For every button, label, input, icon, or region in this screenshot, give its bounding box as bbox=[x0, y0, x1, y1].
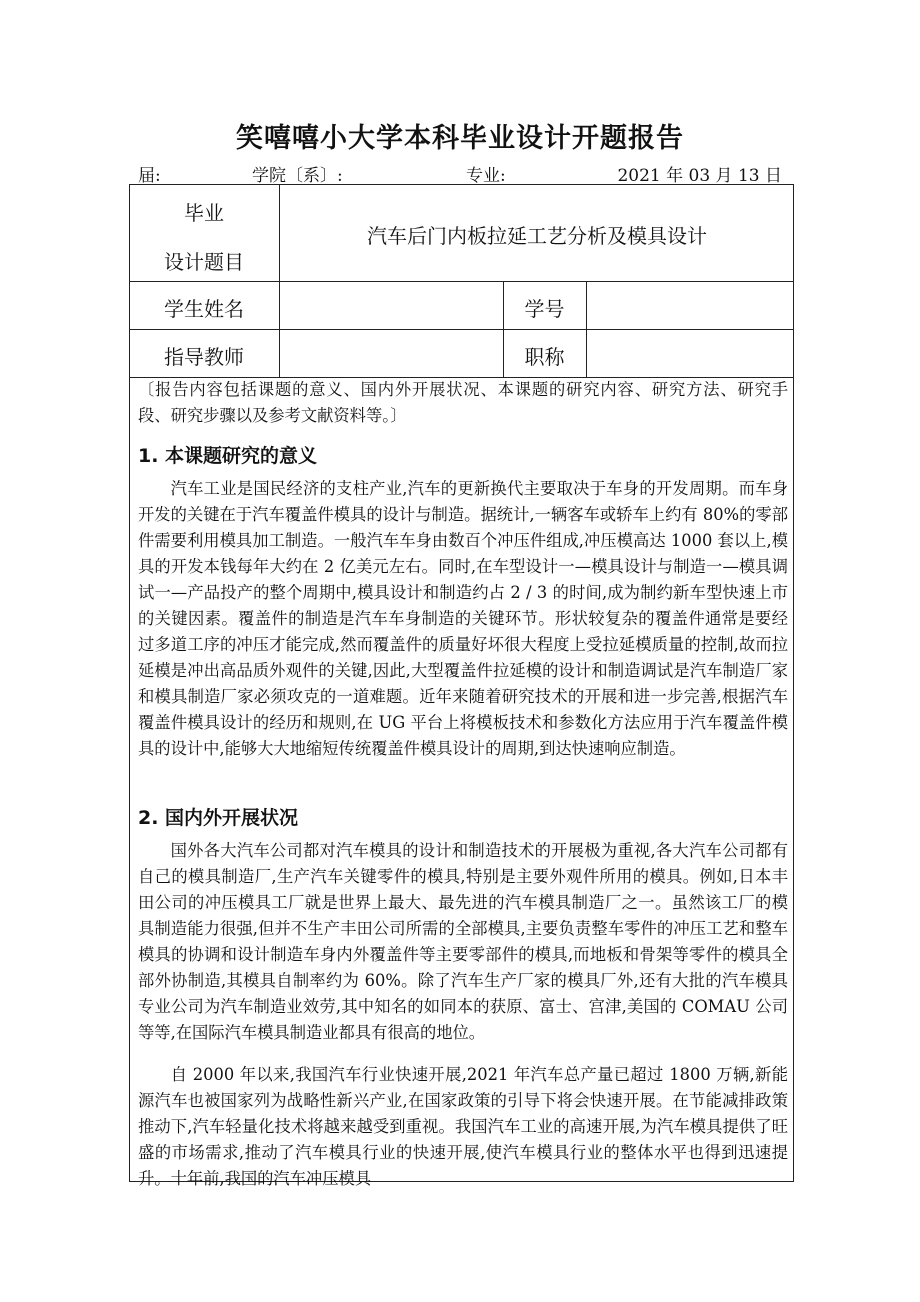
college-label: 学院〔系〕: bbox=[252, 166, 343, 186]
section2-heading: 2. 国内外开展状况 bbox=[138, 807, 299, 829]
student-id-label: 学号 bbox=[524, 297, 565, 321]
session-label: 届: bbox=[138, 166, 161, 186]
table-divider bbox=[129, 281, 794, 282]
section1-heading: 1. 本课题研究的意义 bbox=[138, 445, 318, 467]
section2-paragraph2: 自 2000 年以来,我国汽车行业快速开展,2021 年汽车总产量已超过 1800 万辆,新能源汽车也被国家列为战略性新兴产业,在国家政策的引导下将会快速开展。在节能减排政策推动下,汽车轻量化技术将越来越受到重视。我国汽车工业的高速开展,为汽车模具提供了旺盛的市场需求,推动了汽车模具行业的快速开展,使汽车模具行业的整体水平也得到迅速提升。十年前,我国的汽车冲压模具 bbox=[138, 1065, 788, 1188]
document-title: 笑嘻嘻小大学本科毕业设计开题报告 bbox=[236, 123, 684, 154]
topic-label-line2: 设计题目 bbox=[164, 250, 244, 274]
section1-paragraph: 汽车工业是国民经济的支柱产业,汽车的更新换代主要取决于车身的开发周期。而车身开发的关键在于汽车覆盖件模具的设计与制造。据统计,一辆客车或轿车上约有 80%的零部件需要利用模具加工制造。一般汽车车身由数百个冲压件组成,冲压模高达 1000 套以上,模具的开发本钱每年大约在 2 亿美元左右。同时,在车型设计一—模具设计与制造一—模具调试一—产品投产的整个周期中,模具设计和制造约占 2 / 3 的时间,成为制约新车型快速上市的关键因素。覆盖件的制造是汽车车身制造的关键环节。形状较复杂的覆盖件通常是要经过多道工序的冲压才能完成,然而覆盖件的质量好坏很大程度上受拉延模质量的控制,故而拉延模是冲出高品质外观件的关键,因此,大型覆盖件拉延模的设计和制造调试是汽车制造厂家和模具制造厂家必须攻克的一道难题。近年来随着研究技术的开展和进一步完善,根据汽车覆盖件模具设计的经历和规则,在 UG 平台上将模板技术和参数化方法应用于汽车覆盖件模具的设计中,能够大大地缩短传统覆盖件模具设计的周期,到达快速响应制造。 bbox=[138, 479, 788, 758]
advisor-label: 指导教师 bbox=[164, 345, 244, 369]
table-divider bbox=[129, 329, 794, 330]
report-content-note: 〔报告内容包括课题的意义、国内外开展状况、本课题的研究内容、研究方法、研究手段、研究步骤以及参考文献资料等。〕 bbox=[138, 380, 788, 425]
report-date: 2021 年 03 月 13 日 bbox=[617, 166, 782, 186]
title-label: 职称 bbox=[524, 345, 565, 369]
table-divider bbox=[586, 281, 587, 377]
topic-value: 汽车后门内板拉延工艺分析及模具设计 bbox=[367, 224, 707, 248]
major-label: 专业: bbox=[466, 166, 506, 186]
topic-label-line1: 毕业 bbox=[184, 201, 224, 225]
table-divider bbox=[279, 184, 280, 377]
student-name-label: 学生姓名 bbox=[164, 297, 244, 321]
section2-paragraph1: 国外各大汽车公司都对汽车模具的设计和制造技术的开展极为重视,各大汽车公司都有自己的模具制造厂,生产汽车关键零件的模具,特别是主要外观件所用的模具。例如,日本丰田公司的冲压模具工厂就是世界上最大、最先进的汽车模具制造厂之一。虽然该工厂的模具制造能力很强,但并不生产丰田公司所需的全部模具,主要负责整车零件的冲压工艺和整车模具的协调和设计制造车身内外覆盖件等主要零部件的模具,而地板和骨架等零件的模具全部外协制造,其模具自制率约为 60%。除了汽车生产厂家的模具厂外,还有大批的汽车模具专业公司为汽车制造业效劳,其中知名的如同本的获原、富士、宫津,美国的 COMAU 公司等等,在国际汽车模具制造业都具有很高的地位。 bbox=[138, 841, 788, 1042]
